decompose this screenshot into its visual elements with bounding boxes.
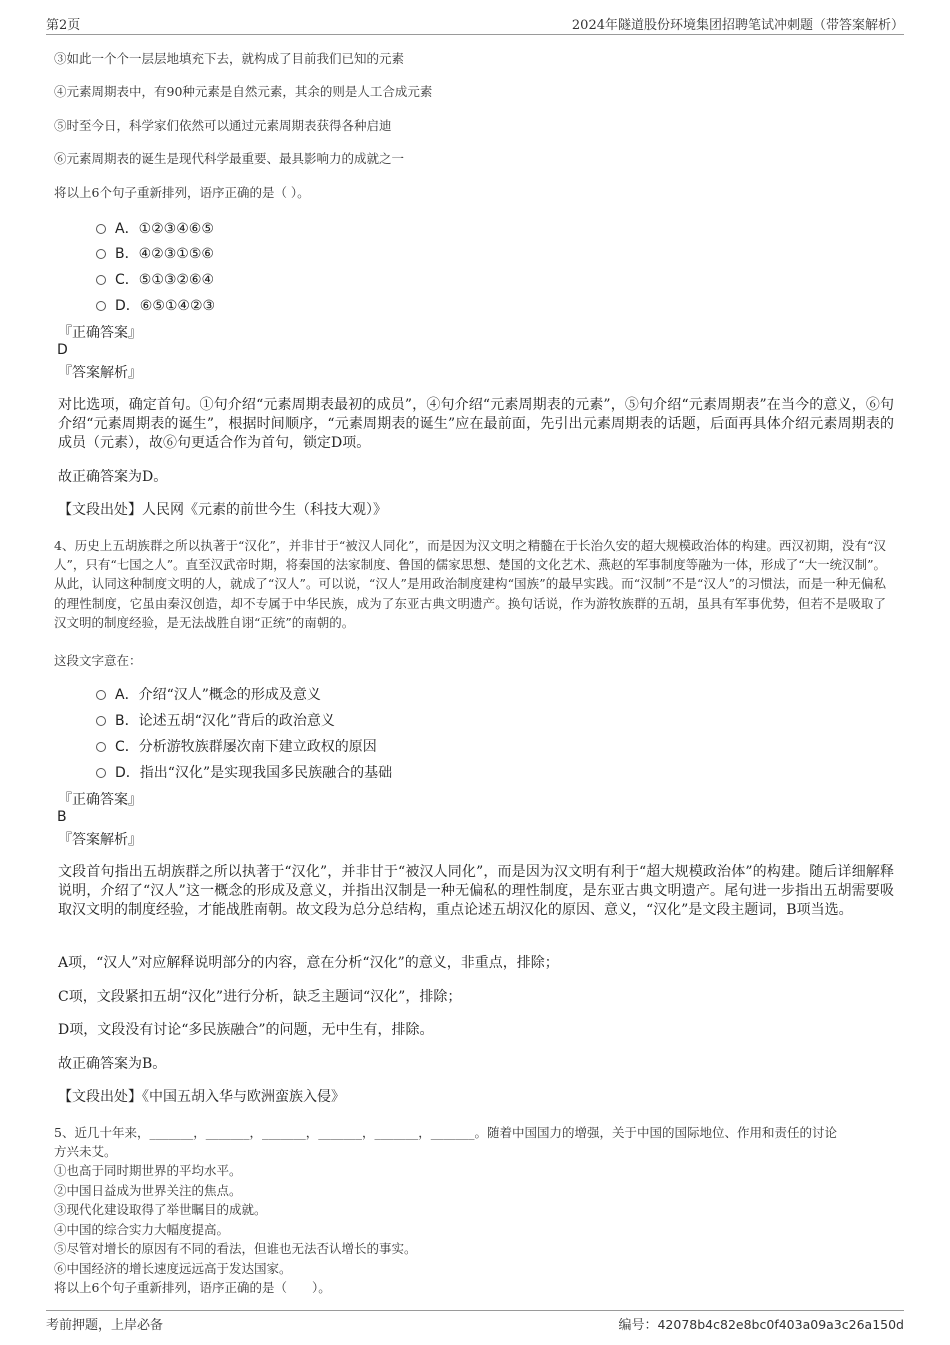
q5-stem-line1: 5、近几十年来，_______，_______，_______，_______，_______，_______。随着中国国力的增强，关于中国的国际地位、作用和责任的讨论 xyxy=(54,1125,837,1140)
radio-icon[interactable] xyxy=(96,742,106,752)
q3-option-a[interactable]: A．①②③④⑥⑤ xyxy=(96,218,214,238)
q3-answer-label: 『正确答案』 xyxy=(58,325,142,341)
q3-option-c[interactable]: C．⑤①③②⑥④ xyxy=(96,269,214,289)
radio-icon[interactable] xyxy=(96,275,106,285)
document-title: 2024年隧道股份环境集团招聘笔试冲刺题（带答案解析） xyxy=(571,18,904,33)
q4-analysis: 文段首句指出五胡族群之所以执著于“汉化”，并非甘于“被汉人同化”，而是因为汉文明有利于“超大规模政治体”的构建。随后详细解释说明，介绍了“汉人”这一概念的形成及意义，并指出汉制是一种无偏私的理性制度，是东亚古典文明遗产。尾句进一步指出五胡需要吸取汉文明的制度经验，才能战胜南朝。故文段为总分总结构，重点论述五胡汉化的原因、意义，“汉化”是文段主题词，B项当选。 xyxy=(58,864,894,918)
q3-answer: D xyxy=(57,342,68,358)
q4-answer: B xyxy=(57,809,67,825)
q5-sentence-6: ⑥中国经济的增长速度远远高于发达国家。 xyxy=(54,1261,292,1276)
q4-option-c[interactable]: C．分析游牧族群屡次南下建立政权的原因 xyxy=(96,736,377,756)
q5-sentence-4: ④中国的综合实力大幅度提高。 xyxy=(54,1222,230,1237)
q4-analysis-label: 『答案解析』 xyxy=(58,832,142,848)
q4-conclusion: 故正确答案为B。 xyxy=(58,1056,167,1072)
q5-prompt: 将以上6个句子重新排列，语序正确的是（ ）。 xyxy=(54,1280,331,1295)
q4-option-d[interactable]: D．指出“汉化”是实现我国多民族融合的基础 xyxy=(96,762,392,782)
code-value: 42078b4c82e8bc0f403a09a3c26a150d xyxy=(657,1317,904,1332)
q4-source: 【文段出处】《中国五胡入华与欧洲蛮族入侵》 xyxy=(58,1089,345,1105)
q3-sentence-5: ⑤时至今日，科学家们依然可以通过元素周期表获得各种启迪 xyxy=(54,118,392,133)
q3-option-d[interactable]: D．⑥⑤①④②③ xyxy=(96,295,215,315)
radio-icon[interactable] xyxy=(96,224,106,234)
document-code xyxy=(618,1314,904,1333)
q3-conclusion: 故正确答案为D。 xyxy=(58,469,168,485)
q3-option-b[interactable]: B．④②③①⑤⑥ xyxy=(96,243,214,263)
q4-prompt: 这段文字意在： xyxy=(54,653,142,668)
radio-icon[interactable] xyxy=(96,249,106,259)
footer-slogan: 考前押题，上岸必备 xyxy=(46,1318,164,1333)
q3-sentence-4: ④元素周期表中，有90种元素是自然元素，其余的则是人工合成元素 xyxy=(54,84,433,99)
q4-option-a[interactable]: A．介绍“汉人”概念的形成及意义 xyxy=(96,684,321,704)
q3-source: 【文段出处】人民网《元素的前世今生（科技大观）》 xyxy=(58,502,387,518)
q5-stem-line2: 方兴未艾。 xyxy=(54,1144,117,1159)
q4-option-b[interactable]: B．论述五胡“汉化”背后的政治意义 xyxy=(96,710,335,730)
radio-icon[interactable] xyxy=(96,768,106,778)
q5-sentence-2: ②中国日益成为世界关注的焦点。 xyxy=(54,1183,242,1198)
q4-answer-label: 『正确答案』 xyxy=(58,792,142,808)
q4-passage: 4、历史上五胡族群之所以执著于“汉化”，并非甘于“被汉人同化”，而是因为汉文明之精髓在于长治久安的超大规模政治体的构建。西汉初期，没有“汉人”，只有“七国之人”。直至汉武帝时期，将秦国的法家制度、鲁国的儒家思想、楚国的文化艺术、燕赵的军事制度等融为一体，形成了“大一统汉制”。从此，认同这种制度文明的人，就成了“汉人”。可以说，“汉人”是用政治制度建构“国族”的最早实践。而“汉制”不是“汉人”的习惯法，而是一种无偏私的理性制度，它虽由秦汉创造，却不专属于中华民族，成为了东亚古典文明遗产。换句话说，作为游牧族群的五胡，虽具有军事优势，但若不是吸取了汉文明的制度经验，是无法战胜自诩“正统”的南朝的。 xyxy=(54,538,886,630)
page-footer xyxy=(46,1310,904,1331)
q4-analysis-d: D项，文段没有讨论“多民族融合”的问题，无中生有，排除。 xyxy=(58,1022,434,1038)
radio-icon[interactable] xyxy=(96,716,106,726)
q3-sentence-6: ⑥元素周期表的诞生是现代科学最重要、最具影响力的成就之一 xyxy=(54,151,405,166)
code-label: 编号： xyxy=(618,1318,658,1333)
q5-sentence-5: ⑤尽管对增长的原因有不同的看法，但谁也无法否认增长的事实。 xyxy=(54,1241,417,1256)
q3-prompt: 将以上6个句子重新排列，语序正确的是（ ）。 xyxy=(54,185,310,200)
q5-sentence-1: ①也高于同时期世界的平均水平。 xyxy=(54,1163,242,1178)
page-header xyxy=(46,12,904,35)
q4-analysis-c: C项，文段紧扣五胡“汉化”进行分析，缺乏主题词“汉化”，排除； xyxy=(58,989,462,1005)
q3-sentence-3: ③如此一个个一层层地填充下去，就构成了目前我们已知的元素 xyxy=(54,51,405,66)
q4-analysis-a: A项，“汉人”对应解释说明部分的内容，意在分析“汉化”的意义，非重点，排除； xyxy=(58,955,559,971)
radio-icon[interactable] xyxy=(96,690,106,700)
q3-analysis: 对比选项，确定首句。①句介绍“元素周期表最初的成员”，④句介绍“元素周期表的元素”，⑤句介绍“元素周期表”在当今的意义，⑥句介绍“元素周期表的诞生”，根据时间顺序，“元素周期表的诞生”应在最前面，先引出元素周期表的话题，后面再具体介绍元素周期表的成员（元素），故⑥句更适合作为首句，锁定D项。 xyxy=(58,397,894,451)
q5-sentence-3: ③现代化建设取得了举世瞩目的成就。 xyxy=(54,1202,267,1217)
radio-icon[interactable] xyxy=(96,301,106,311)
page-number: 第2页 xyxy=(46,18,81,33)
q3-analysis-label: 『答案解析』 xyxy=(58,365,142,381)
